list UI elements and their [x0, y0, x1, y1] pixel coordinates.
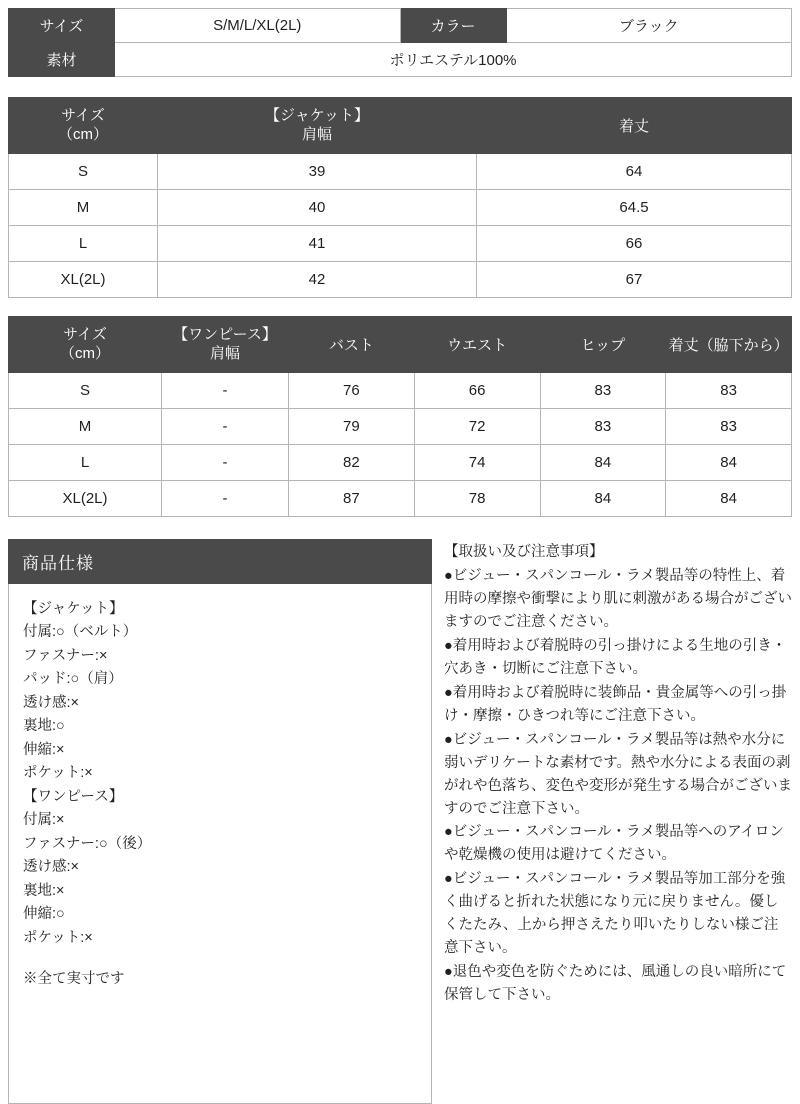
spec-line: 透け感:×: [23, 694, 79, 711]
table-row: [9, 9, 792, 43]
basic-info-table: [8, 8, 792, 77]
spec-line: 付属:×: [23, 812, 65, 829]
care-title: 【取扱い及び注意事項】: [444, 544, 604, 560]
cell-length: 64: [477, 154, 792, 190]
table-row: [9, 43, 792, 77]
size-value: S/M/L/XL(2L): [115, 9, 401, 43]
spec-line: ファスナー:×: [23, 647, 108, 664]
table-row: [9, 409, 792, 445]
header-size: [9, 98, 158, 154]
spec-title: 商品仕様: [8, 539, 432, 584]
header-onepiece-line1: 【ワンピース】: [173, 325, 277, 343]
header-size-line2: （cm）: [60, 344, 110, 362]
header-size: [9, 317, 162, 373]
header-onepiece-shoulder: [162, 317, 289, 373]
cell-waist: 74: [414, 445, 540, 481]
care-item: ●ビジュー・スパンコール・ラメ製品等加工部分を強く曲げると折れた状態になり元に戻りません。優しくたたみ、上から押さえたり叩いたりしない様ご注意下さい。: [444, 871, 786, 956]
header-jacket-line1: 【ジャケット】: [265, 106, 369, 124]
jacket-size-table: [8, 97, 792, 298]
header-size-line1: サイズ: [61, 106, 105, 124]
cell-size: S: [9, 373, 162, 409]
spec-line: 【ワンピース】: [23, 788, 124, 805]
spec-line: ファスナー:○（後）: [23, 835, 152, 852]
spec-panel: [8, 539, 432, 1104]
header-jacket-line2: 肩幅: [301, 125, 332, 143]
header-bust: バスト: [289, 317, 415, 373]
cell-bust: 82: [289, 445, 415, 481]
care-item: ●着用時および着脱時に装飾品・貴金属等への引っ掛け・摩擦・ひきつれ等にご注意下さい。: [444, 685, 787, 724]
spec-line: 伸縮:○: [23, 906, 65, 923]
material-value: ポリエステル100%: [115, 43, 792, 77]
spacer: [8, 77, 792, 97]
header-size-line2: （cm）: [58, 125, 108, 143]
cell-size: L: [9, 226, 158, 262]
cell-shoulder: 40: [158, 190, 477, 226]
cell-size: XL(2L): [9, 262, 158, 298]
spacer: [8, 517, 792, 539]
spec-line: 【ジャケット】: [23, 601, 124, 617]
header-size-line1: サイズ: [63, 325, 107, 343]
color-value: ブラック: [506, 9, 792, 43]
onepiece-size-table: [8, 316, 792, 517]
cell-length: 84: [666, 445, 792, 481]
cell-size: M: [9, 190, 158, 226]
cell-size: M: [9, 409, 162, 445]
table-row: [9, 226, 792, 262]
cell-shoulder: -: [162, 409, 289, 445]
cell-hip: 83: [540, 373, 666, 409]
cell-waist: 78: [414, 481, 540, 517]
spec-line: 伸縮:×: [23, 741, 65, 758]
cell-shoulder: 42: [158, 262, 477, 298]
cell-waist: 66: [414, 373, 540, 409]
cell-bust: 87: [289, 481, 415, 517]
cell-shoulder: -: [162, 445, 289, 481]
spacer: [8, 298, 792, 316]
care-panel: [444, 539, 792, 1104]
header-hip: ヒップ: [540, 317, 666, 373]
cell-hip: 83: [540, 409, 666, 445]
header-jacket-shoulder: [158, 98, 477, 154]
cell-size: S: [9, 154, 158, 190]
header-waist: ウエスト: [414, 317, 540, 373]
care-item: ●ビジュー・スパンコール・ラメ製品等は熱や水分に弱いデリケートな素材です。熱や水分による表面の剥がれや色落ち、変色や変形が発生する場合がございますのでご注意下さい。: [444, 731, 792, 817]
color-label: カラー: [400, 9, 506, 43]
cell-shoulder: 39: [158, 154, 477, 190]
cell-hip: 84: [540, 445, 666, 481]
cell-shoulder: -: [162, 481, 289, 517]
cell-shoulder: 41: [158, 226, 477, 262]
bottom-section: [8, 539, 792, 1104]
header-length: 着丈（脇下から）: [666, 317, 792, 373]
spec-line: 裏地:×: [23, 882, 65, 899]
table-row: [9, 154, 792, 190]
cell-length: 83: [666, 373, 792, 409]
spec-line: 透け感:×: [23, 859, 79, 876]
cell-hip: 84: [540, 481, 666, 517]
table-header-row: [9, 98, 792, 154]
table-header-row: [9, 317, 792, 373]
cell-waist: 72: [414, 409, 540, 445]
spec-line: ポケット:×: [23, 765, 93, 782]
care-item: ●退色や変色を防ぐためには、風通しの良い暗所にて保管して下さい。: [444, 963, 787, 1003]
table-row: [9, 262, 792, 298]
table-row: [9, 445, 792, 481]
cell-size: L: [9, 445, 162, 481]
spec-note: ※全て実寸です: [23, 971, 125, 988]
table-row: [9, 373, 792, 409]
cell-length: 67: [477, 262, 792, 298]
cell-length: 64.5: [477, 190, 792, 226]
spec-list: [8, 584, 432, 1104]
spec-line: 裏地:○: [23, 718, 65, 735]
header-onepiece-line2: 肩幅: [209, 344, 240, 362]
spec-line: ポケット:×: [23, 929, 93, 946]
material-label: 素材: [9, 43, 115, 77]
cell-bust: 79: [289, 409, 415, 445]
care-item: ●ビジュー・スパンコール・ラメ製品等の特性上、着用時の摩擦や衝撃により肌に刺激がある場合がございますのでご注意ください。: [444, 568, 792, 631]
cell-length: 66: [477, 226, 792, 262]
cell-shoulder: -: [162, 373, 289, 409]
cell-size: XL(2L): [9, 481, 162, 517]
cell-bust: 76: [289, 373, 415, 409]
size-label: サイズ: [9, 9, 115, 43]
cell-length: 83: [666, 409, 792, 445]
table-row: [9, 190, 792, 226]
cell-length: 84: [666, 481, 792, 517]
spec-line: パッド:○（肩）: [23, 671, 123, 688]
header-jacket-length: 着丈: [477, 98, 792, 154]
spec-line: 付属:○（ベルト）: [23, 624, 138, 641]
care-item: ●着用時および着脱時の引っ掛けによる生地の引き・穴あき・切断にご注意下さい。: [444, 638, 787, 678]
table-row: [9, 481, 792, 517]
care-item: ●ビジュー・スパンコール・ラメ製品等へのアイロンや乾燥機の使用は避けてください。: [444, 824, 784, 864]
